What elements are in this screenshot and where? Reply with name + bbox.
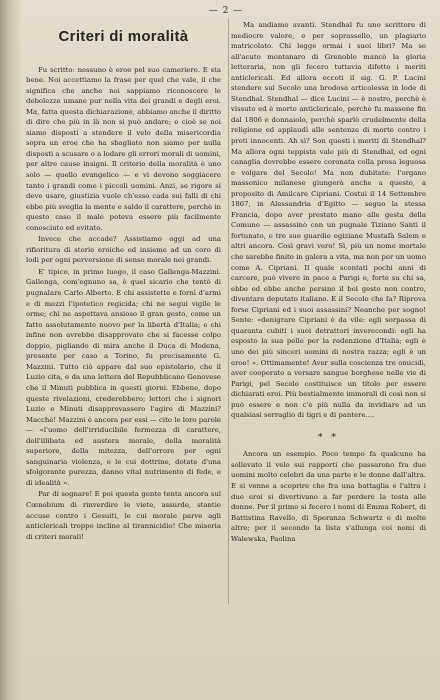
article-title: Criteri di moralità — [58, 28, 189, 45]
column-rule — [228, 18, 229, 604]
paragraph: Fu scritto: nessuno è eroe pel suo cameriere. E sta bene. Noi accettiamo la frase per quel che vale, il che significa che anche noi sappiamo riconoscere le debolezze umane pur nella vita dei grandi e degli eroi. Ma, fatta questa dichiarazione, abbiamo anche il diritto di dire che più in là non si può andare; e cioè se noi siamo disposti a stendere il velo della misericordia sopra un eroe che ha sbagliato non siamo per nulla disposti a scusare o a lodare gli errori morali di uomini, per altre cause insigni. Il criterio della moralità è uno solo — quello evangelico — e vi devono soggiacere tanto i grandi come i piccoli uomini. Anzi, se rigore si deve usare, giustizia vuole ch'esso cada sui falli di chi ebbe più sveglia la mente e saldo il carattere, perchè in questo caso il male poteva essere più facilmente conosciuto ed evitato. — [26, 65, 221, 232]
section-separator: * * — [318, 432, 339, 443]
paragraph: Par di sognare! E poi questa gente tenta ancora sul Cœnobium di rinverdire le viete, assurde, stantie accuse contro i Gesuiti, le cui morale parve agli anticlericali troppo incline al tirannicidio! Che miseria di criteri morali! — [26, 490, 221, 541]
page-number: — 2 — — [208, 6, 244, 16]
right-column — [231, 20, 426, 544]
article-columns — [26, 20, 426, 544]
left-column — [26, 20, 221, 544]
paragraph: Ma andiamo avanti. Stendhal fu uno scrittore di mediocre valore, e per soprassello, un plagiario matricolato. Chi legge ormai i suoi libri? Ma se all'acuto montanaro di Grenoble mancò la gloria letteraria, non gli fecero tuttavia difetto i meriti anticlericali. Ed allora eccoti il sig. G. P. Lucini stendere sul Secolo una brodosa articolessa in lode di Stendhal. Stendhal — dice Lucini — è nostro, perchè è vissuto ed è morto anticlericale, perchè fu massone fin dal 1806 e donnaiolo, perchè sparlò crudelmente della religione ed applaudì alle sentenze di morte contro i preti innocenti. Ah sì? Son questi i meriti di Stendhal? Ma allora ogni teppista vale più di Stendhal, ed ogni canaglia dovrebbe essere coronata colla prosa leguosa e volgare del Secolo! Ma non dubitate: l'organo massonico milanese giungerà anche a questo, a proposito di Amilcare Cipriani. Costui il 14 Settembre 1867, in Alessandria d'Egitto — seguo la stessa Francia, dopo aver prestato mano alle gesta della Comune — assassinò con un pugnale Tiziano Santi il fortunato, e tre sue guardie egiziane Mustafà Salem e altri ancora. Così gravi vero! Sì, più un nome mortale che sarebbe finito in galera a vita, ma non per un uomo come A. Cipriani. Il quale scontati pochi anni di carcere, può vivere in pace a Parigi e, forte su chi sa, ebbe ed ebbe anche persino il bel gesto non contro, diventare deputato italiano. E il Secolo che fa? Riprova forse Cipriani ed i suoi assassini? Neanche per sogno! Sente: «denigrare Cipriani è da vile: egli sorpassa di quaranta cubiti i suoi detrattori inverecondi: egli ha esposto la sua pelle per la redenzione d'Italia; egli è uno dei più sinceri uomini di nostra razza; egli è un eroe! ». Ottimamente! Aver sulla coscienza tre omicidi, aver cooperato a versare sangue borghese nelle vie di Parigi, pel Secolo costituisce un titolo per essere dichiarati eroi. Più bestialmente immorali di così non si può essere e non c'è più nulla da invidiare ad un qualsiasi serraglio di tigri e di pantere.... — [231, 21, 426, 420]
paragraph: Ancora un esempio. Poco tempo fa qualcuno ha sollevato il velo sui rapporti che passarono fra due uomini molto celebri da una parte e le donne dall'altra. E si venne a scoprire che fra una battaglia e l'altra i due eroi si divertivano a far perdere la testa alle donne. Per il primo si fecero i nomi di Emma Robert, di Battistina Ravello, di Speranza Schwartz e di molte altre; per il secondo la lista s'allunga coi nomi di Walewska, Paolina — [231, 450, 426, 543]
paragraph: E' tipico, in primo luogo, il caso Gallenga-Mazzini. Gallenga, com'egnuno sa, è quel sicario che tentò di pugnalare Carlo Alberto. E chi assistette e fornì d'armi e di mezzi l'ipotetico regicida; chi ne seguì vigile le orme; chi ne aspettava ansioso il gran gesto, come un fatto assolutamente nuovo per la libertà d'Italia; e chi infine non avrebbe disapprovato che si facesse colpo doppio, pigliando di mira anche il Duca di Modena, presente per caso a Torino, fu precisamente G. Mazzini. Tutto ciò appare dal suo epistolario, che il Luzio cita, e da una lettera del Repubblicano Genovese che il Minuti pubblica in questi giorni. Ebbene, dopo queste rivelazioni, crederebbero; lettori che i signori Luzio e Minuti disapprovassero l'agire di Mazzini? Macchè! Mazzini è ancora per essi — cito le loro parole — «l'uomo dell'irriducibile fermezza di carattere, dell'illibata ed austera morale, della moralità superiore, della mitezza, dell'orrore per ogni sanguinaria violenza, e le cui dottrine, dotate d'una sfolgorante purezza, danno vital nutrimento di fede, e di idealità ». — [26, 267, 221, 487]
paragraph: Invece che accade? Assistiamo oggi ad una rifioritura di storie eroiche ed insieme ad un coro di lodi per ogni perversione di senso morale nei grandi. — [26, 235, 221, 265]
